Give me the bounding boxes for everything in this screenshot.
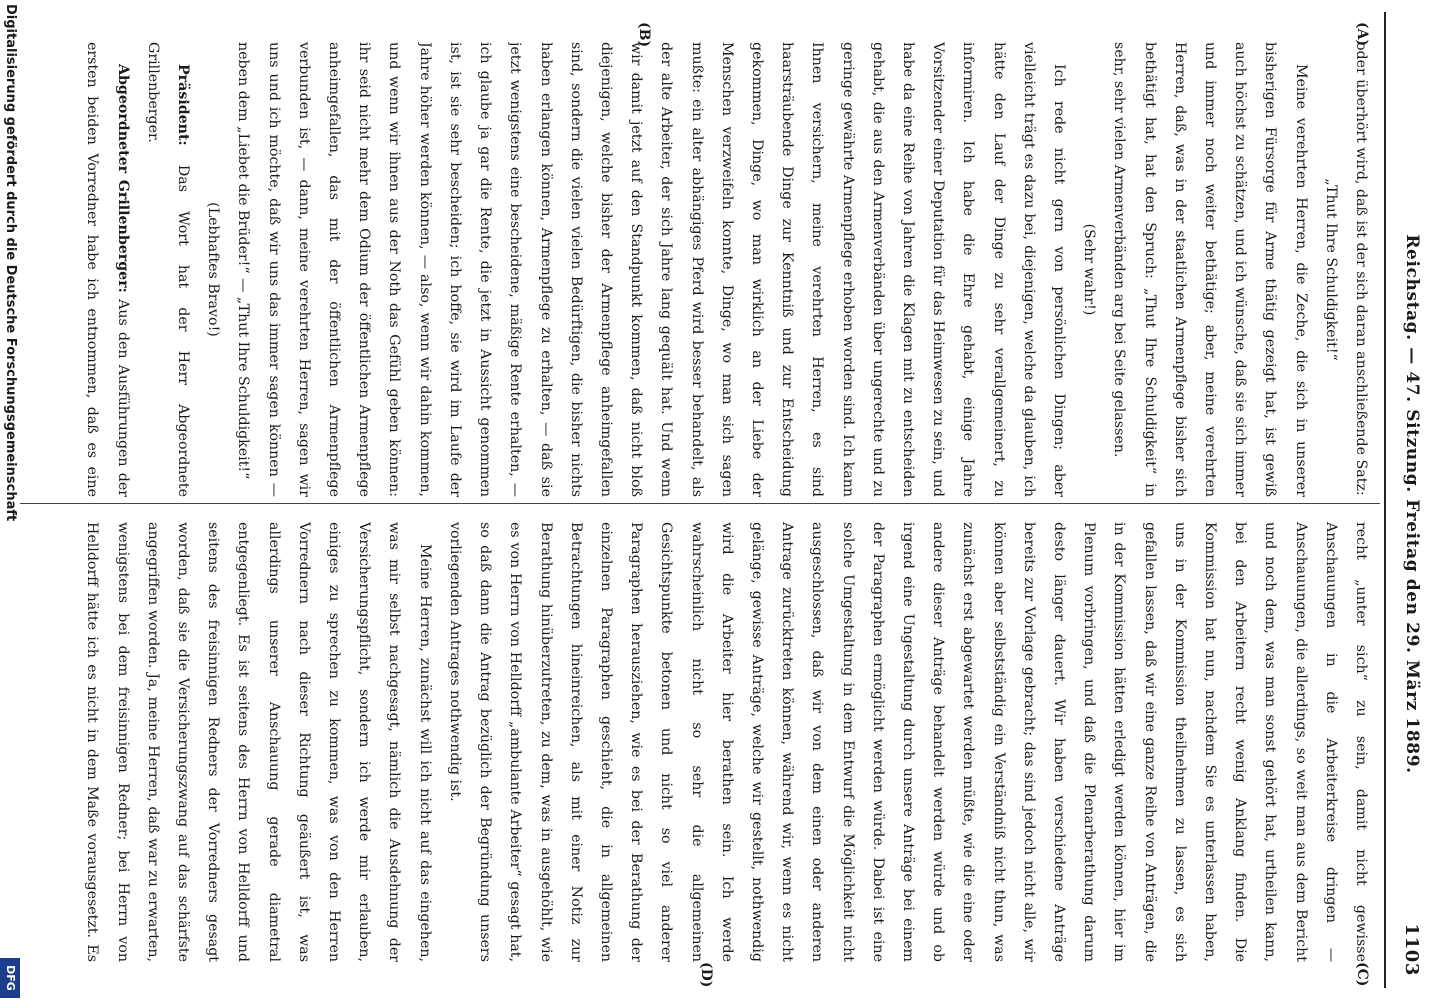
margin-marker-b: (B) — [636, 22, 652, 48]
speaker-name: Präsident: — [175, 64, 192, 146]
paragraph: recht „unter sich“ zu sein, damit nicht gewisse Anschauungen in die Arbeiterkreise dringen — Anschauungen, die allerdings, so weit man aus dem Bericht und noch dem, was man sonst gehört hat, urtheilen kann, bei den Arbeitern recht wenig Anklang finden. Die Kommission hat nun, nachdem Sie es unterlassen haben, uns in der Kommission theilnehmen zu lassen, es sich gefallen lassen, daß wir eine ganze Reihe von Anträgen, die in der Kommission hätten erledigt werden können, hier im Plenum vorbringen, und daß die Plenarberathung darum desto länger dauert. Wir haben verschiedene Anträge bereits zur Vorlage gebracht; das sind jedoch nicht alle, wir können aber selbstständig ein Verständniß nicht thun, was zunächst erst abgewartet werden müßte, wie die eine oder andere dieser Anträge behandelt werden würde und ob irgend eine Ungestaltung durch unsere Anträge bei einem der Paragraphen ermöglicht werden würde. Dabei ist eine solche Umgestaltung in dem Entwurf die Möglichkeit nicht ausgeschlossen, daß wir von dem einen oder anderen Antrage zurücktreten können, während wir, wenn es nicht gelänge, gewisse Anträge, welche wir gestellt, nothwendig wird die Arbeiter hier berathen sein. Ich werde wahrscheinlich nicht so sehr die allgemeinen Gesichtspunkte betonen und nicht so viel anderer Paragraphen herausziehen, wie es bei der Berathung der einzelnen Paragraphen geschieht, die in allgemeinen Betrachtungen hineinreichen, als mit einer Notiz zur Berathung hinüberzutreten, zu dem, was in ausgehöhlt, wie es von Herrn von Helldorff „ambulante Arbeiter“ gesagt hat, so daß dann die Antrag bezüglich der Begründung unsers vorliegenden Antrages nothwendig ist. — [446, 522, 1369, 962]
speaker-text: Das Wort hat der Herr Abgeordnete Grillenberger. — [144, 42, 192, 497]
left-column — [76, 42, 1376, 497]
paragraph: oder überhört wird, daß ist der sich daran anschließende Satz: — [1353, 42, 1369, 496]
header-title: Reichstag. — 47. Sitzung. Freitag den 29. März 1889. — [1402, 234, 1422, 774]
right-column — [76, 522, 1376, 962]
margin-marker-d: (D) — [698, 962, 714, 988]
quote-line: „Thut Ihre Schuldigkeit!“ — [1322, 178, 1339, 361]
paragraph: Meine Herren, zunächst will ich nicht auf das eingehen, was mir selbst nachgesagt, nämlich die Ausdehnung der Versicherungspflicht, sondern ich werde mir erlauben, einiges zu sprechen zu kommen, was von den Herren Vorrednern nach dieser Richtung geäußert ist, was allerdings unserer Anschauung gerade diametral entgegenliegt. Es ist seitens des Herrn von Helldorff und seitens des freisinnigen Redners der Vorredners gesagt worden, daß sie die Versicherungszwang auf das schärfste angegriffen worden. Ja, meine Herren, daß war zu erwarten, wenigstens bei dem freisinnigen Redner; bei Herrn von Helldorff hätte ich es nicht in dem Maße vorausgesetzt. Es — [84, 522, 433, 962]
page-header — [1392, 28, 1426, 980]
speaker-paragraph — [76, 42, 138, 497]
header-rule — [1384, 12, 1386, 988]
interjection: (Lebhaftes Bravo!) — [205, 202, 222, 337]
margin-marker-a: (A) — [1354, 22, 1370, 47]
page-number: 1103 — [1401, 923, 1422, 976]
paragraph: Meine verehrten Herren, die Zeche, die sich in unserer bisherigen Fürsorge für Arme thätig gezeigt hat, ist gewiß auch höchst zu schätzen, und ich wünsche, daß sie sich immer und immer noch weiter bethätige; aber, meine verehrten Herren, daß, was in der staatlichen Armenpflege bisher sich bethätigt hat, hat den Spruch: „Thut Ihre Schuldigkeit“ in sehr, sehr vielen Armenverbänden arg bei Seite gelassen. — [1111, 42, 1309, 497]
interjection: (Sehr wahr!) — [1081, 223, 1098, 316]
column-divider — [20, 503, 1380, 504]
speaker-name: Abgeordneter Grillenberger: — [114, 64, 131, 293]
paragraph: Ich rede nicht gern von persönlichen Dingen; aber vielleicht trägt es dazu bei, diejenigen, welche da glauben, ich hätte den Lauf der Dinge zu sehr verallgemeinert, zu informiren. Ich habe die Ehre gehabt, einige Jahre Vorsitzender einer Deputation für das Heimwesen zu sein, und habe da eine Reihe von Jahren die Klagen mit zu entscheiden gehabt, die aus den Armenverbänden über ungerechte und zu geringe gewährte Armenpflege erhoben worden sind. Ich kann Ihnen versichern, meine verehrten Herren, es sind haarsträubende Dinge zur Kenntniß und zur Entscheidung gekommen, Dinge, wo man wirklich an der Liebe der Menschen verzweifeln konnte, Dinge, wo man sich sagen mußte: ein alter abhängiges Pferd wird besser behandelt, als der alte Arbeiter, der sich Jahre lang gequält hat. Und wenn wir damit jetzt auf den Standpunkt kommen, daß nicht bloß diejenigen, welche bisher der Armenpflege anheimgefallen sind, sondern die vielen vielen Bedürftigen, die bisher nichts haben erlangen können, Armenpflege zu erhalten, — daß sie jetzt wenigstens eine bescheidene, mäßige Rente erhalten, — ich glaube ja gar die Rente, die jetzt in Aussicht genommen ist, ist sie sehr bescheiden; ich hoffe, sie wird im Laufe der Jahre höher werden können, — also, wenn wir dahin kommen, und wenn wir ihnen aus der Noth das Gefühl geben können: ihr seid nicht mehr dem Odium der öffentlichen Armenpflege anheimgefallen, das mit der öffentlichen Armenpflege verbunden ist, — dann, meine verehrten Herren, sagen wir uns und ich möchte, daß wir uns das immer sagen können — neben dem „Liebet die Brüder!“ — „Thut Ihre Schuldigkeit!“ — [235, 42, 1067, 497]
dfg-logo: DFG — [0, 958, 20, 998]
speaker-text: Aus den Ausführungen der ersten beiden Vorredner habe ich entnommen, daß es eine — [84, 42, 131, 497]
speaker-paragraph — [138, 42, 198, 497]
margin-marker-c: (C) — [1354, 962, 1370, 987]
footer-credit: Digitalisierung gefördert durch die Deutsche Forschungsgemeinschaft — [3, 4, 18, 522]
